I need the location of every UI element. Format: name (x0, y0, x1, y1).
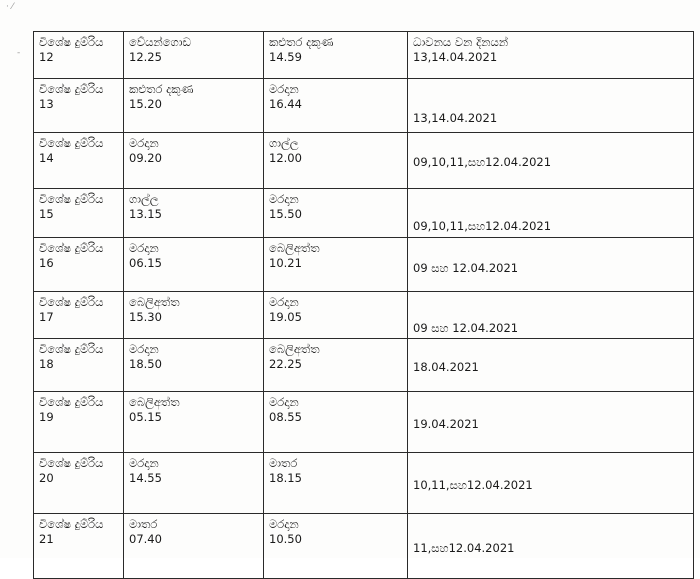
destination-cell: බෙලිඅත්ත 10.21 (264, 238, 408, 292)
origin-cell: කළුතර දකුණ 15.20 (124, 79, 264, 133)
destination-cell: මරදාන 19.05 (264, 292, 408, 339)
table-row (34, 514, 694, 579)
origin-cell: බෙලිඅත්ත 15.30 (124, 292, 264, 339)
table-row (34, 133, 694, 189)
destination-cell: මරදාන 10.50 (264, 514, 408, 579)
destination-cell: මරදාන 08.55 (264, 392, 408, 453)
train-type-cell: විශේෂ දුම්රිය 20 (34, 453, 124, 514)
train-type-cell: විශේෂ දුම්රිය 16 (34, 238, 124, 292)
destination-cell: මාතර 18.15 (264, 453, 408, 514)
table-row (34, 238, 694, 292)
train-type-cell: විශේෂ දුම්රිය 12 (34, 32, 124, 79)
train-type-cell: විශේෂ දුම්රිය 14 (34, 133, 124, 189)
destination-cell: ගාල්ල 12.00 (264, 133, 408, 189)
dates-cell: 11,සහ12.04.2021 (408, 514, 694, 579)
dates-cell: ධාවනය වන දිනයන් 13,14.04.2021 (408, 32, 694, 79)
dates-header: ධාවනය වන දිනයන් (413, 35, 509, 49)
train-type-cell: විශේෂ දුම්රිය 15 (34, 189, 124, 238)
table-row (34, 292, 694, 339)
dates-cell: 19.04.2021 (408, 392, 694, 453)
dates-cell: 13,14.04.2021 (408, 79, 694, 133)
origin-cell: ගාල්ල 13.15 (124, 189, 264, 238)
table-row (34, 453, 694, 514)
table-row (34, 32, 694, 79)
train-type-cell: විශේෂ දුම්රිය 17 (34, 292, 124, 339)
dates-cell: 09 සහ 12.04.2021 (408, 238, 694, 292)
origin-cell: මාතර 07.40 (124, 514, 264, 579)
destination-cell: මරදාන 15.50 (264, 189, 408, 238)
dates-cell: 18.04.2021 (408, 339, 694, 392)
dates-cell: 10,11,සහ12.04.2021 (408, 453, 694, 514)
origin-cell: මරදාන 14.55 (124, 453, 264, 514)
origin-cell: මරදාන 06.15 (124, 238, 264, 292)
destination-cell: කළුතර දකුණ 14.59 (264, 32, 408, 79)
origin-cell: මරදාන 09.20 (124, 133, 264, 189)
table-row (34, 79, 694, 133)
destination-cell: බෙලිඅත්ත 22.25 (264, 339, 408, 392)
origin-cell: මරදාන 18.50 (124, 339, 264, 392)
dates-cell: 09 සහ 12.04.2021 (408, 292, 694, 339)
scan-artifact: - (17, 48, 21, 58)
train-type-cell: විශේෂ දුම්රිය 21 (34, 514, 124, 579)
table-row (34, 339, 694, 392)
train-type-cell: විශේෂ දුම්රිය 13 (34, 79, 124, 133)
table-row (34, 189, 694, 238)
scan-artifact: · ⁄ (6, 2, 14, 12)
dates-cell: 09,10,11,සහ12.04.2021 (408, 189, 694, 238)
origin-cell: බෙලිඅත්ත 05.15 (124, 392, 264, 453)
table-row (34, 392, 694, 453)
origin-cell: වේයන්ගොඩ 12.25 (124, 32, 264, 79)
destination-cell: මරදාන 16.44 (264, 79, 408, 133)
train-type-cell: විශේෂ දුම්රිය 19 (34, 392, 124, 453)
train-timetable (33, 31, 694, 579)
dates-cell: 09,10,11,සහ12.04.2021 (408, 133, 694, 189)
train-type-cell: විශේෂ දුම්රිය 18 (34, 339, 124, 392)
